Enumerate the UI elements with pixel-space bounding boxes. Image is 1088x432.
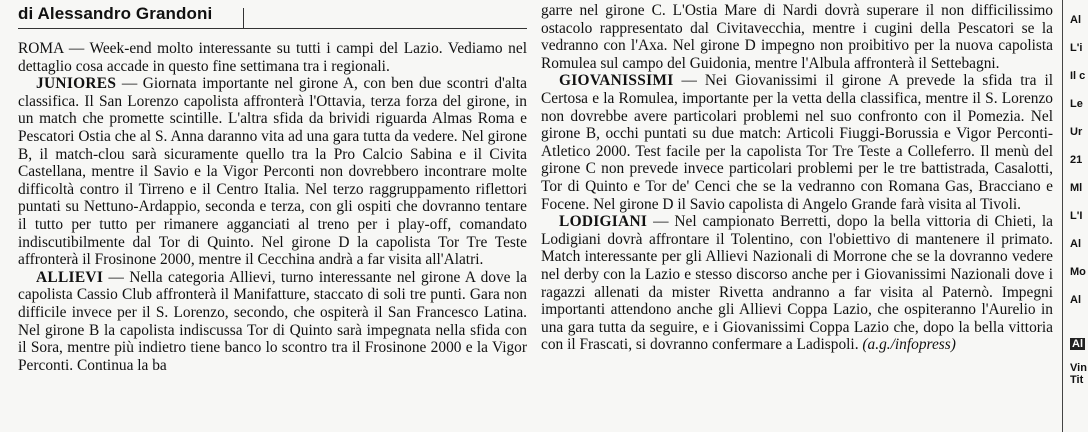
allievi-text: — Nella categoria Allievi, turno interessante nel girone A dove la capolista Cassio Club affronterà il Manifatture, staccato di soli tre punti. Gara non difficile invece per il S. Lorenzo, secondo, che ospiterà il San Francesco Latina. Nel girone B la capolista indiscussa Tor di Quinto sarà impegnata nella sfida con il Sora, mentre più indietro tiene banco lo scontro tra il Frosinone 2000 e la Vigor Perconti. Continua la ba — [18, 268, 527, 374]
rail-fragment: Al — [1070, 14, 1081, 26]
column-divider — [1062, 0, 1063, 432]
rail-fragment: Al — [1072, 338, 1083, 350]
rail-fragment: Il c — [1070, 70, 1086, 82]
rail-fragment: Ml — [1070, 182, 1083, 194]
allievi-text-continued: garre nel girone C. L'Ostia Mare di Nardi dovrà superare il non difficilissimo ostacolo rappresentato dal Civitavecchia, mentre i cugini della Pescatori se la vedranno con l'Axa. Nel girone D impegno non proibitivo per la nuova capolista Romulea sul campo del Guidonia, mentre l'Albula affronterà il Settebagni. — [541, 2, 1053, 72]
lodigiani-heading: LODIGIANI — [559, 213, 648, 231]
agency-credit: (a.g./infopress) — [862, 336, 956, 354]
rail-fragment: L'I — [1070, 210, 1083, 222]
byline-rule — [18, 28, 527, 29]
rail-fragment: Le — [1070, 98, 1083, 110]
rail-fragment: Al — [1070, 238, 1081, 250]
article-column-right — [541, 2, 1053, 354]
lodigiani-paragraph — [541, 213, 1053, 354]
juniores-text: — Giornata importante nel girone A, con ben due scontri d'alta classifica. Il San Lorenzo capolista affronterà l'Ottavia, terza forza del girone, in un match che promette scintille. L'altra sfida da brividi riguarda Almas Roma e Pescatori Ostia che al S. Anna daranno vita ad una gara tutta da vedere. Nel girone B, il match-clou sarà sicuramente quello tra la Pro Calcio Sabina e il Civita Castellana, mentre il Savio e la Vigor Perconti non dovrebbero incontrare molte difficoltà contro il Tirreno e il Centro Italia. Nel terzo raggruppamento riflettori puntati su Nettuno-Ardappio, seconda e terza, con gli ospiti che dovranno tentare il tutto per tutto per rimanere agganciati al treno per i play-off, comandato indiscutibilmente dal Tor di Quinto. Nel girone D la capolista Tor Tre Teste affronterà il Frosinone 2000, mentre il Cecchina andrà a far visita all'Alatri. — [18, 75, 527, 269]
rail-fragment: Tit — [1070, 374, 1084, 386]
giovanissimi-paragraph — [541, 72, 1053, 213]
intro-text: ROMA — Week-end molto interessante su tutti i campi del Lazio. Vediamo nel dettaglio cosa accade in questo fine settimana tra i regionali. — [18, 40, 527, 75]
intro-paragraph — [18, 40, 527, 75]
rail-fragment: L'i — [1070, 42, 1083, 54]
allievi-paragraph — [18, 269, 527, 375]
giovanissimi-text: — Nei Giovanissimi il girone A prevede la sfida tra il Certosa e la Romulea, importante per la vetta della classifica, mentre il S. Lorenzo non dovrebbe avere particolari problemi nel suo confronto con il Pomezia. Nel girone B, occhi puntati su due match: Articoli Fiuggi-Borussia e Vigor Perconti-Atletico 2000. Test facile per la capolista Tor Tre Teste a Colleferro. Il menù del girone C non prevede invece particolari problemi per le tre battistrada, Casalotti, Tor di Quinto e Tor de' Cenci che se la vedranno con Romana Gas, Bracciano e Focene. Nel girone D il Savio capolista di Angelo Grande farà visita al Tivoli. — [541, 72, 1053, 213]
article-byline: di Alessandro Grandoni — [18, 4, 213, 23]
allievi-continued — [541, 2, 1053, 72]
article-column-left — [18, 40, 527, 374]
adjacent-article-rail — [1068, 0, 1088, 432]
rail-fragment: 21 — [1070, 154, 1083, 166]
giovanissimi-heading: GIOVANISSIMI — [559, 72, 674, 90]
rail-fragment: Mo — [1070, 266, 1086, 278]
juniores-heading: JUNIORES — [36, 75, 117, 93]
byline-divider-tick — [243, 8, 244, 28]
rail-fragment: Al — [1070, 294, 1081, 306]
juniores-paragraph — [18, 75, 527, 269]
lodigiani-text: — Nel campionato Berretti, dopo la bella vittoria di Chieti, la Lodigiani dovrà affrontare il Tolentino, con l'obiettivo di mantenere il primato. Match interessante per gli Allievi Nazionali di Morrone che se la dovranno vedere nel derby con la Lazio e stesso discorso anche per i Giovanissimi Nazionali dove i ragazzi allenati da mister Rivetta andranno a far visita al Paternò. Impegni importanti attendono anche gli Allievi Coppa Lazio, che ospiteranno l'Aurelio in una gara tutta da seguire, e i Giovanissimi Coppa Lazio che, dopo la bella vittoria con il Frascati, si dovranno confermare a Ladispoli. — [541, 213, 1053, 354]
allievi-heading: ALLIEVI — [36, 268, 104, 286]
rail-fragment: Ur — [1070, 126, 1083, 138]
rail-fragment: Vin — [1070, 362, 1087, 374]
